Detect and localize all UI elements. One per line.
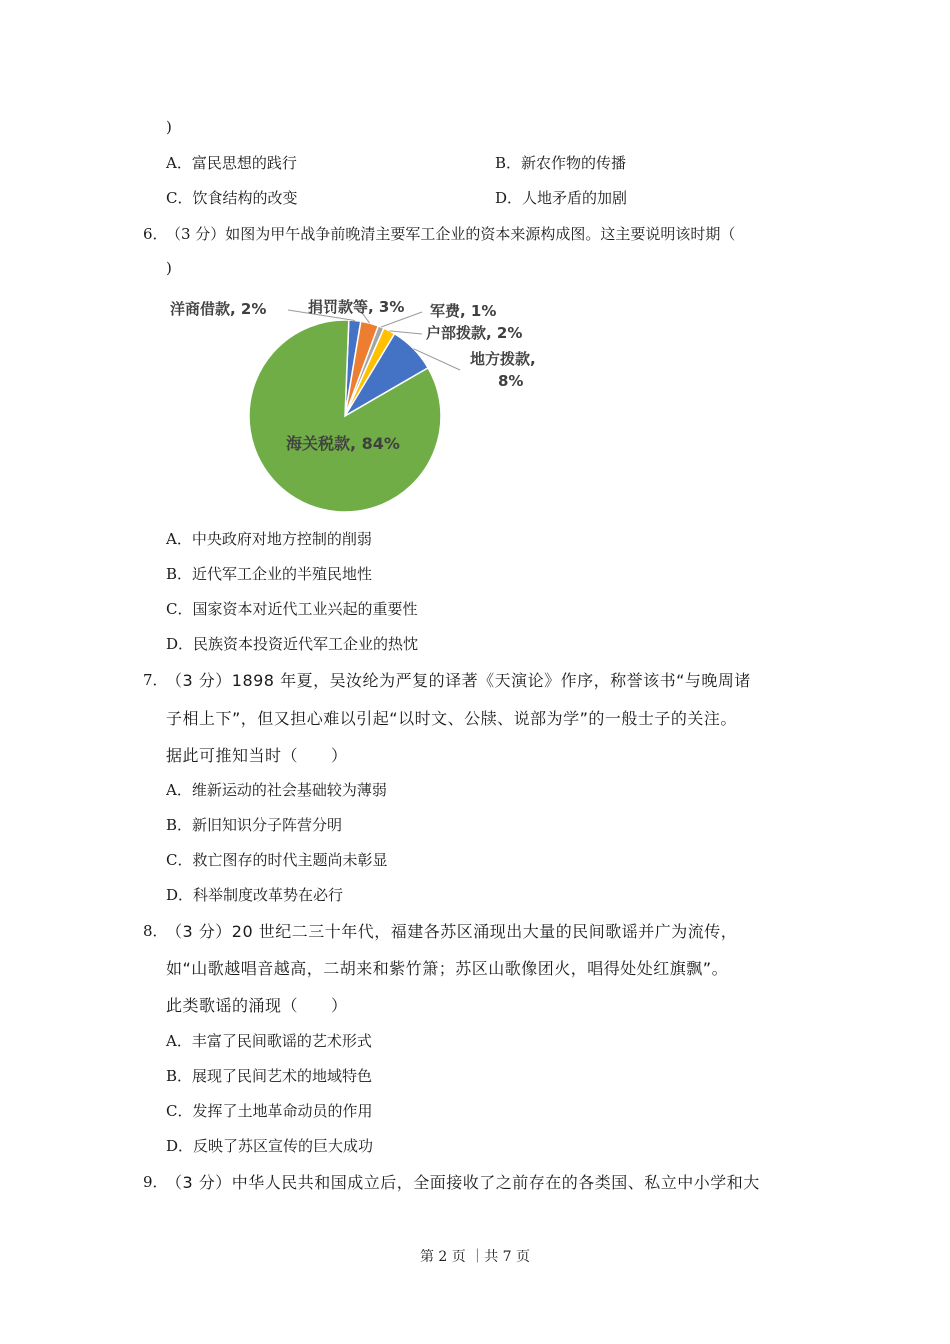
- q8-option-a[interactable]: A．丰富了民间歌谣的艺术形式: [166, 1032, 372, 1050]
- q5-paren-close: ): [166, 118, 172, 136]
- q8-option-b[interactable]: B．展现了民间艺术的地域特色: [166, 1067, 373, 1085]
- q5-option-b[interactable]: B．新农作物的传播: [495, 154, 627, 172]
- slice-label-4-line-1: 地方拨款,: [470, 350, 536, 368]
- slice-label-4-line-2: 8%: [498, 372, 524, 390]
- slice-label-0: 洋商借款, 2%: [170, 300, 267, 318]
- q8-number: 8．: [143, 922, 168, 940]
- q8-line-3: 此类歌谣的涌现（ ）: [166, 996, 348, 1015]
- q5-option-d[interactable]: D．人地矛盾的加剧: [495, 189, 628, 207]
- q6-paren-close: ): [166, 259, 172, 277]
- q8-option-c[interactable]: C．发挥了土地革命动员的作用: [166, 1102, 373, 1120]
- q6-stem: （3 分）如图为甲午战争前晚清主要军工企业的资本来源构成图。这主要说明该时期（: [166, 225, 736, 243]
- capital-source-pie-chart: [160, 288, 560, 516]
- q8-option-d[interactable]: D．反映了苏区宣传的巨大成功: [166, 1137, 374, 1155]
- slice-label-1: 捐罚款等, 3%: [308, 298, 405, 316]
- slice-label-3: 户部拨款, 2%: [426, 324, 523, 342]
- q7-number: 7．: [143, 671, 168, 689]
- q5-option-c[interactable]: C．饮食结构的改变: [166, 189, 298, 207]
- q7-line-1: （3 分）1898 年夏，吴汝纶为严复的译著《天演论》作序，称誉该书“与晚周诸: [166, 671, 751, 690]
- q9-line-1: （3 分）中华人民共和国成立后，全面接收了之前存在的各类国、私立中小学和大: [166, 1173, 760, 1192]
- q8-line-1: （3 分）20 世纪二三十年代，福建各苏区涌现出大量的民间歌谣并广为流传，: [166, 922, 738, 941]
- q7-option-a[interactable]: A．维新运动的社会基础较为薄弱: [166, 781, 387, 799]
- slice-label-2: 军费, 1%: [430, 302, 497, 320]
- slice-label-5: 海关税款, 84%: [286, 434, 400, 453]
- q9-number: 9．: [143, 1173, 168, 1191]
- q6-option-d[interactable]: D．民族资本投资近代军工企业的热忱: [166, 635, 419, 653]
- q7-option-b[interactable]: B．新旧知识分子阵营分明: [166, 816, 343, 834]
- q6-option-a[interactable]: A．中央政府对地方控制的削弱: [166, 530, 372, 548]
- q6-option-c[interactable]: C．国家资本对近代工业兴起的重要性: [166, 600, 418, 618]
- q6-option-b[interactable]: B．近代军工企业的半殖民地性: [166, 565, 373, 583]
- q8-line-2: 如“山歌越唱音越高，二胡来和紫竹箫；苏区山歌像团火，唱得处处红旗飘”。: [166, 959, 729, 978]
- q5-option-a[interactable]: A．富民思想的践行: [166, 154, 297, 172]
- page-footer: 第 2 页 ｜共 7 页: [419, 1249, 531, 1265]
- q7-line-3: 据此可推知当时（ ）: [166, 746, 348, 765]
- q6-number: 6．: [143, 225, 168, 243]
- q7-option-c[interactable]: C．救亡图存的时代主题尚未彰显: [166, 851, 388, 869]
- q7-option-d[interactable]: D．科举制度改革势在必行: [166, 886, 344, 904]
- q7-line-2: 子相上下”，但又担心难以引起“以时文、公牍、说部为学”的一般士子的关注。: [166, 709, 737, 728]
